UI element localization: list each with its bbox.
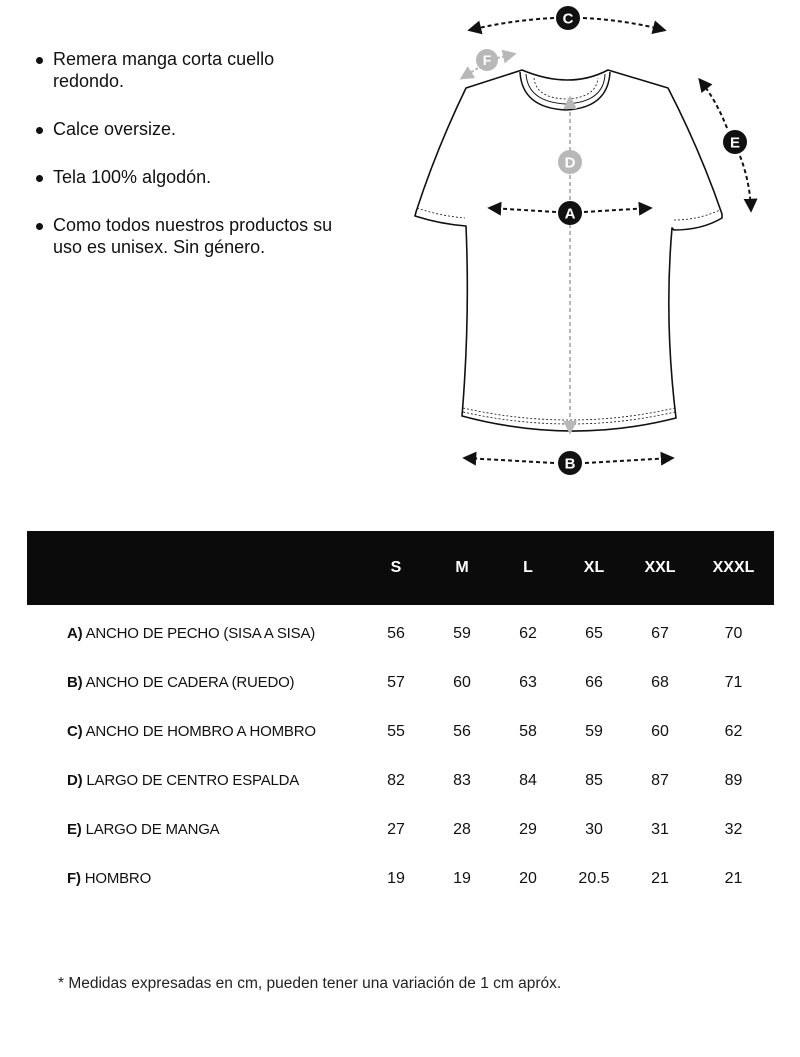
measure-value: 28 (453, 820, 471, 838)
measure-value: 60 (651, 722, 669, 740)
table-row (27, 707, 774, 756)
measure-name: LARGO DE MANGA (85, 821, 220, 838)
table-row (27, 756, 774, 805)
marker-b (558, 451, 582, 475)
measure-label (27, 805, 363, 854)
dashed-arrow-icon (700, 80, 727, 128)
measure-value: 60 (453, 673, 471, 691)
dashed-arrow-icon (462, 68, 478, 78)
table-row (27, 658, 774, 707)
tshirt-measurement-diagram (400, 0, 800, 490)
measure-value: 59 (585, 722, 603, 740)
measure-value: 83 (453, 771, 471, 789)
measure-value: 20.5 (578, 869, 610, 887)
measure-value: 67 (651, 624, 669, 642)
size-header: S (363, 531, 429, 605)
svg-text:C: C (562, 10, 574, 28)
dashed-arrow-icon (465, 458, 554, 463)
footnote: * Medidas expresadas en cm, pueden tener una variación de 1 cm apróx. (58, 975, 562, 992)
svg-text:D: D (564, 154, 576, 172)
measure-value: 19 (387, 869, 405, 887)
table-row (27, 854, 774, 903)
measure-name: LARGO DE CENTRO ESPALDA (86, 772, 300, 789)
measure-value: 85 (585, 771, 603, 789)
size-header: XXXL (693, 531, 774, 605)
svg-text:E: E (729, 134, 741, 152)
measure-value: 62 (724, 722, 743, 740)
feature-item: Tela 100% algodón. (36, 166, 336, 188)
measure-value: 21 (724, 869, 743, 887)
measure-value: 62 (519, 624, 537, 642)
measure-value: 71 (724, 673, 743, 691)
table-header-row (27, 531, 774, 605)
measure-value: 31 (651, 820, 669, 838)
measure-code: D) (67, 772, 83, 789)
measure-value: 56 (453, 722, 471, 740)
measure-code: C) (67, 723, 83, 740)
measure-value: 30 (585, 820, 603, 838)
size-header: M (429, 531, 495, 605)
measure-value: 66 (585, 673, 603, 691)
tshirt-outline-icon (400, 0, 800, 490)
measure-value: 56 (387, 624, 405, 642)
measure-label (27, 658, 363, 707)
measure-value: 29 (519, 820, 537, 838)
measure-value: 21 (651, 869, 669, 887)
marker-d (558, 150, 582, 174)
size-header: XXL (627, 531, 693, 605)
measure-value: 89 (724, 771, 743, 789)
feature-item: Como todos nuestros productos su uso es unisex. Sin género. (36, 214, 336, 258)
measure-label (27, 756, 363, 805)
marker-a (558, 201, 582, 225)
header-empty (27, 531, 363, 605)
measure-value: 65 (585, 624, 603, 642)
measure-code: F) (67, 870, 81, 887)
measure-value: 84 (519, 771, 537, 789)
measure-value: 58 (519, 722, 537, 740)
marker-e (723, 130, 747, 154)
dashed-arrow-icon (470, 18, 554, 30)
svg-text:F: F (482, 52, 492, 68)
dashed-arrow-icon (585, 458, 672, 463)
measure-code: A) (67, 625, 83, 642)
measure-value: 68 (651, 673, 669, 691)
marker-c (556, 6, 580, 30)
svg-text:A: A (564, 205, 576, 223)
table-row (27, 805, 774, 854)
measure-value: 82 (387, 771, 405, 789)
feature-list (36, 48, 336, 284)
measure-label (27, 707, 363, 756)
measure-code: E) (67, 821, 82, 838)
measure-value: 70 (724, 624, 743, 642)
dashed-arrow-icon (740, 156, 751, 210)
measure-name: ANCHO DE HOMBRO A HOMBRO (85, 723, 316, 740)
measure-value: 57 (387, 673, 405, 691)
size-header: L (495, 531, 561, 605)
feature-item: Calce oversize. (36, 118, 336, 140)
measure-name: ANCHO DE CADERA (RUEDO) (85, 674, 295, 691)
measure-value: 19 (453, 869, 471, 887)
measure-value: 63 (519, 673, 537, 691)
marker-f (476, 49, 498, 71)
measure-value: 55 (387, 722, 405, 740)
measure-code: B) (67, 674, 83, 691)
table-row (27, 605, 774, 658)
svg-text:B: B (564, 455, 576, 473)
dashed-arrow-icon (497, 54, 514, 58)
measure-label (27, 854, 363, 903)
size-header: XL (561, 531, 627, 605)
measure-value: 87 (651, 771, 669, 789)
measure-value: 59 (453, 624, 471, 642)
measure-value: 27 (387, 820, 405, 838)
measure-value: 20 (519, 869, 537, 887)
dashed-arrow-icon (583, 18, 664, 30)
tshirt-body (415, 70, 722, 431)
size-chart-table (27, 531, 774, 903)
measure-label (27, 605, 363, 658)
feature-item: Remera manga corta cuello redondo. (36, 48, 336, 92)
measure-name: ANCHO DE PECHO (SISA A SISA) (85, 625, 316, 642)
measure-value: 32 (724, 820, 743, 838)
measure-name: HOMBRO (84, 870, 152, 887)
